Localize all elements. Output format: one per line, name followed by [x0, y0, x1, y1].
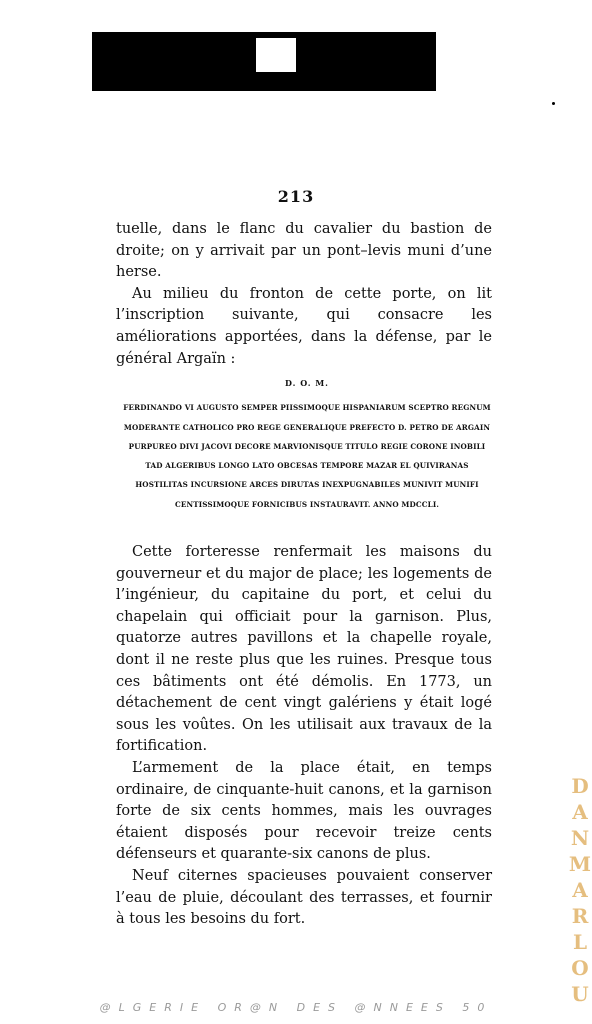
paragraph: Au milieu du fronton de cette porte, on lit l’inscription suivante, qui consacre les améliorations apportées, dans la défense, par le général Argaïn :	[116, 285, 492, 367]
page-number: 213	[277, 187, 315, 206]
inscription-line: CENTISSIMOQUE FORNICIBUS INSTAURAVIT. ANNO MDCCLI.	[174, 499, 440, 509]
inscription-line: PURPUREO DIVI JACOVI DECORE MARVIONISQUE TITULO REGIE CORONE INOBILI	[128, 441, 486, 451]
latin-inscription	[120, 374, 494, 514]
paragraph: Neuf citernes spacieuses pouvaient conserver l’eau de pluie, découlant des terrasses, et fournir à tous les besoins du fort.	[116, 867, 492, 928]
inscription-heading: D. O. M.	[285, 378, 329, 388]
paragraph: Cette forteresse renfermait les maisons du gouverneur et du major de place; les logements de l’ingénieur, du capitaine du port, et celui du chapelain qui officiait pour la garnison. Plus, quatorze autres pavillons et la chapelle royale, dont il ne reste plus que les ruines. Presque tous ces bâtiments ont été démolis. En 1773, un détachement de cent vingt galériens y était logé sous les voûtes. On les utilisait aux travaux de la fortification.	[116, 544, 492, 755]
inscription-line: FERDINANDO VI AUGUSTO SEMPER PIISSIMOQUE HISPANIARUM SCEPTRO REGNUM	[123, 403, 491, 413]
watermark-vertical: DANMARLOU	[568, 774, 592, 1008]
inscription-line: TAD ALGERIBUS LONGO LATO OBCESAS TEMPORE MAZAR EL QUIVIRANAS	[145, 461, 469, 471]
redaction-patch	[256, 38, 296, 72]
paragraph: L’armement de la place était, en temps ordinaire, de cinquante-huit canons, et la garnison forte de six cents hommes, mais les ouvrages étaient disposés pour recevoir treize cents défenseurs et quarante-six canons de plus.	[116, 759, 492, 863]
inscription-line: MODERANTE CATHOLICO PRO REGE GENERALIQUE PREFECTO D. PETRO DE ARGAIN	[123, 422, 491, 432]
inscription-line: HOSTILITAS INCURSIONE ARCES DIRUTAS INEXPUGNABILES MUNIVIT MUNIFI	[135, 480, 479, 490]
paragraph: tuelle, dans le flanc du cavalier du bastion de droite; on y arrivait par un pont–levis muni d’une herse.	[116, 221, 492, 281]
body-text-top	[116, 219, 492, 370]
ink-dot	[552, 102, 555, 105]
body-text-bottom	[116, 542, 492, 931]
watermark-footer: @LGERIE OR@N DES @NNEES 50	[99, 1001, 493, 1014]
